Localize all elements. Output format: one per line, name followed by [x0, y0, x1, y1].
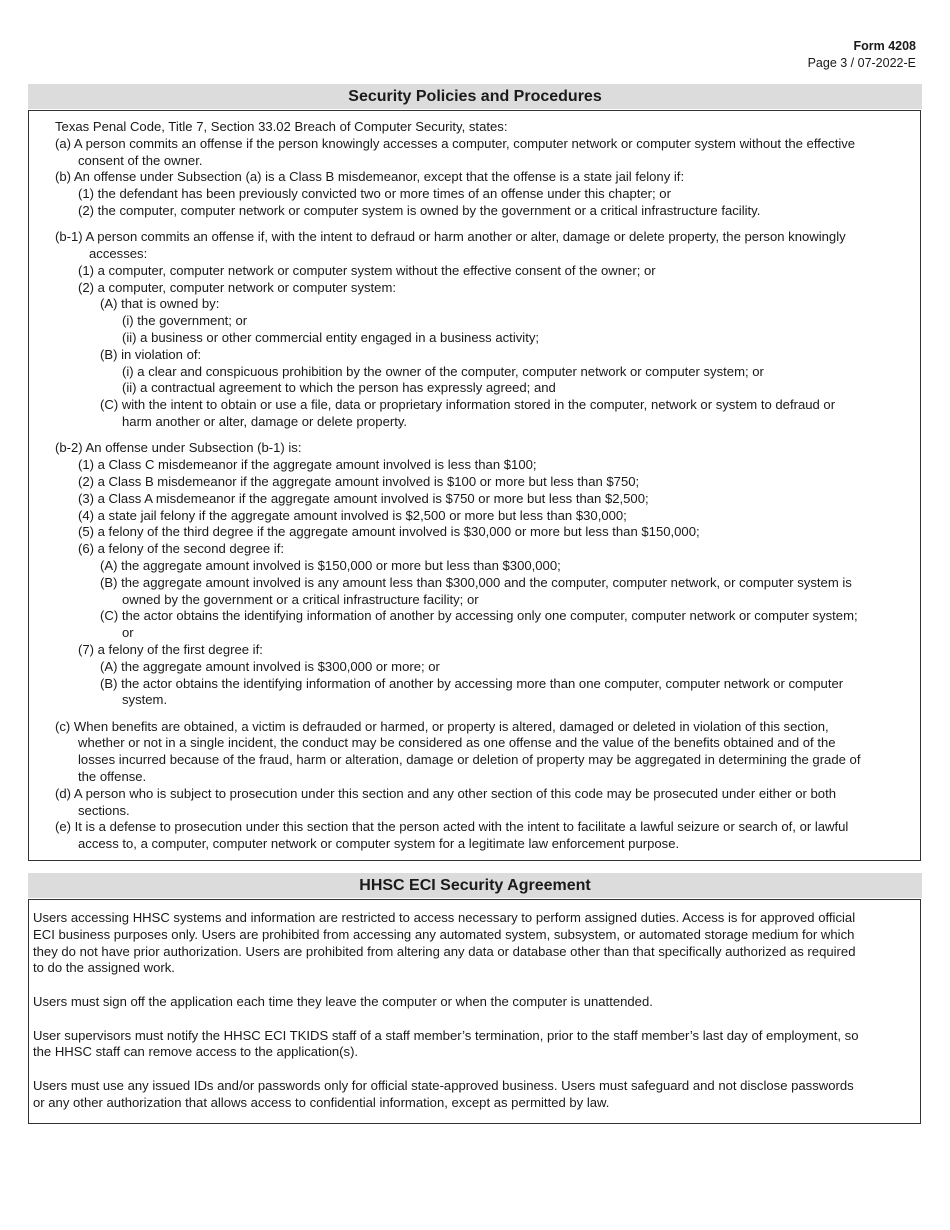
agreement-paragraph [33, 994, 912, 1011]
statute-line: (ii) a business or other commercial entity engaged in a business activity; [122, 330, 540, 346]
statute-line: (a) A person commits an offense if the person knowingly accesses a computer, computer network or computer system without the effective [55, 135, 856, 151]
statute-line: Texas Penal Code, Title 7, Section 33.02 Breach of Computer Security, states: [55, 119, 508, 134]
statute-line: (4) a state jail felony if the aggregate amount involved is $2,500 or more but less than $30,000; [78, 507, 627, 523]
statute-line: (ii) a contractual agreement to which the person has expressly agreed; and [122, 380, 556, 396]
statute-line: (b) An offense under Subsection (a) is a Class B misdemeanor, except that the offense is a state jail felony if: [55, 169, 685, 185]
statute-line: (C) with the intent to obtain or use a file, data or proprietary information stored in the computer, network or system to defraud or [100, 397, 836, 413]
page-info: Page 3 / 07-2022-E [807, 56, 916, 70]
statute-line: accesses: [89, 246, 148, 262]
statute-line: (6) a felony of the second degree if: [78, 541, 284, 557]
agreement-paragraph [33, 910, 912, 977]
spacer [55, 709, 912, 719]
agreement-line: User supervisors must notify the HHSC ECI TKIDS staff of a staff member’s termination, prior to the staff member’s last day of employment, so [33, 1027, 859, 1043]
agreement-line: Users must use any issued IDs and/or passwords only for official state-approved business. Users must safeguard and not disclose passwords [33, 1077, 854, 1093]
statute-line: consent of the owner. [78, 152, 203, 168]
statute-line: (d) A person who is subject to prosecution under this section and any other section of this code may be prosecuted under either or both [55, 785, 836, 801]
statute-line: whether or not in a single incident, the conduct may be considered as one offense and the value of the benefits obtained and of the [78, 735, 836, 751]
agreement-line: or any other authorization that allows access to confidential information, except as permitted by law. [33, 1094, 610, 1110]
statute-line: (i) a clear and conspicuous prohibition by the owner of the computer, computer network or computer system; or [122, 363, 764, 379]
statute-line: (b-1) A person commits an offense if, with the intent to defraud or harm another or alter, damage or delete property, the person knowingly [55, 229, 846, 245]
section-title-security-agreement: HHSC ECI Security Agreement [28, 873, 922, 898]
statute-line: (B) the actor obtains the identifying information of another by accessing more than one computer, computer network or computer [100, 675, 844, 691]
statute-line: access to, a computer, computer network or computer system for a legitimate law enforcement purpose. [78, 836, 680, 852]
statute-line: (A) the aggregate amount involved is $150,000 or more but less than $300,000; [100, 557, 561, 573]
agreement-paragraph [33, 1028, 912, 1062]
security-agreement-box [28, 899, 921, 1124]
statute-line: (C) the actor obtains the identifying information of another by accessing only one computer, computer network or computer system; [100, 608, 858, 624]
statute-line: (3) a Class A misdemeanor if the aggregate amount involved is $750 or more but less than $2,500; [78, 490, 649, 506]
statute-line: system. [122, 692, 168, 708]
statute-line: (2) a Class B misdemeanor if the aggregate amount involved is $100 or more but less than $750; [78, 473, 640, 489]
statute-line: (1) the defendant has been previously convicted two or more times of an offense under this chapter; or [78, 186, 671, 202]
statute-line: (5) a felony of the third degree if the aggregate amount involved is $30,000 or more but less than $150,000; [78, 524, 700, 540]
statute-line: (B) the aggregate amount involved is any amount less than $300,000 and the computer, computer network, or computer system is [100, 574, 852, 590]
statute-line: the offense. [78, 768, 147, 784]
statute-line: (e) It is a defense to prosecution under this section that the person acted with the intent to facilitate a lawful seizure or search of, or lawful [55, 819, 849, 835]
agreement-line: they do not have prior authorization. Users are prohibited from altering any data or database other than that specifically authorized as required [33, 943, 856, 959]
statute-line: (i) the government; or [122, 313, 248, 329]
statute-line: or [122, 625, 134, 641]
agreement-paragraph [33, 1078, 912, 1112]
section-title-security-policies: Security Policies and Procedures [28, 84, 922, 109]
statute-line: (B) in violation of: [100, 346, 202, 362]
form-number: Form 4208 [853, 39, 916, 53]
statute-line: harm another or alter, damage or delete property. [122, 414, 408, 430]
security-policies-box [28, 110, 921, 861]
agreement-line: the HHSC staff can remove access to the application(s). [33, 1044, 359, 1060]
agreement-line: ECI business purposes only. Users are prohibited from accessing any automated system, subsystem, or automated storage medium for which [33, 926, 855, 942]
form-header [808, 38, 916, 72]
statute-line: sections. [78, 802, 130, 818]
statute-line: (c) When benefits are obtained, a victim is defrauded or harmed, or property is altered, damaged or deleted in violation of this section, [55, 718, 829, 734]
statute-line: losses incurred because of the fraud, harm or alteration, damage or deletion of property may be aggregated in determining the grade of [78, 752, 861, 768]
statute-line: (7) a felony of the first degree if: [78, 641, 263, 657]
agreement-line: Users accessing HHSC systems and information are restricted to access necessary to perform assigned duties. Access is for approved official [33, 910, 856, 925]
statute-line: (A) the aggregate amount involved is $300,000 or more; or [100, 658, 440, 674]
spacer [55, 431, 912, 441]
statute-line: (b-2) An offense under Subsection (b-1) is: [55, 440, 302, 456]
agreement-line: Users must sign off the application each time they leave the computer or when the computer is unattended. [33, 993, 653, 1009]
statute-line: (1) a computer, computer network or computer system without the effective consent of the owner; or [78, 262, 656, 278]
agreement-line: to do the assigned work. [33, 960, 175, 976]
statute-line: (1) a Class C misdemeanor if the aggregate amount involved is less than $100; [78, 457, 537, 473]
statute-line: owned by the government or a critical infrastructure facility; or [122, 591, 479, 607]
statute-line: (2) the computer, computer network or computer system is owned by the government or a critical infrastructure facility. [78, 202, 761, 218]
statute-line: (A) that is owned by: [100, 296, 220, 312]
statute-line: (2) a computer, computer network or computer system: [78, 279, 397, 295]
spacer [55, 220, 912, 230]
